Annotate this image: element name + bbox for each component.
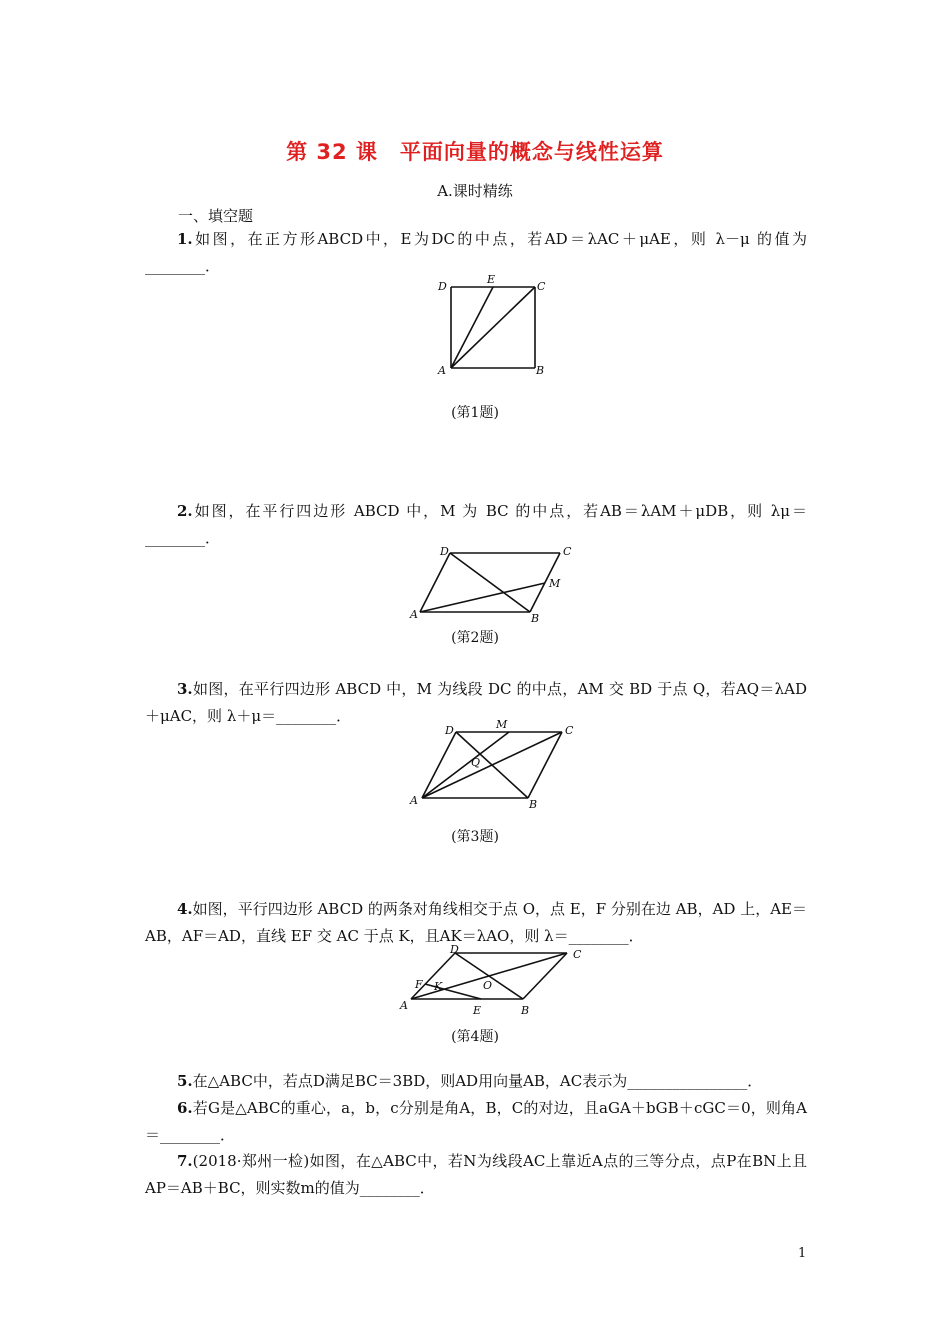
segment-ae bbox=[451, 287, 493, 368]
label-e: E bbox=[487, 273, 496, 286]
label-m: M bbox=[549, 577, 561, 590]
problem-text: 如图，在正方形ABCD中，E为DC的中点，若AD＝λAC＋μAE，则 λ－μ 的值为________． bbox=[145, 230, 807, 275]
problem-5 bbox=[145, 1068, 807, 1095]
label-e: E bbox=[473, 1004, 482, 1017]
problem-number: 6. bbox=[177, 1099, 193, 1117]
label-d: D bbox=[440, 545, 449, 558]
label-f: F bbox=[415, 978, 423, 991]
problem-number: 3. bbox=[177, 680, 193, 698]
label-d: D bbox=[445, 724, 454, 737]
label-d: D bbox=[438, 280, 447, 293]
label-c: C bbox=[565, 724, 574, 737]
label-b: B bbox=[529, 798, 538, 811]
caption-3: (第3题) bbox=[451, 829, 499, 845]
problem-4 bbox=[145, 896, 807, 950]
label-d: D bbox=[450, 943, 459, 956]
label-b: B bbox=[536, 364, 545, 377]
diagonal-db bbox=[455, 953, 523, 999]
page-title: 第 32 课 平面向量的概念与线性运算 bbox=[286, 140, 664, 164]
segment-am bbox=[420, 583, 545, 612]
problem-number: 7. bbox=[177, 1152, 193, 1170]
label-a: A bbox=[400, 999, 408, 1012]
segment-am bbox=[422, 732, 509, 798]
subtitle: A.课时精练 bbox=[437, 182, 513, 200]
problem-text: 如图，在平行四边形 ABCD 中，M 为 BC 的中点，若AB＝λAM＋μDB，则 λμ＝________． bbox=[145, 502, 807, 547]
label-k: K bbox=[434, 980, 443, 993]
caption-4: (第4题) bbox=[451, 1029, 499, 1045]
problem-6 bbox=[145, 1095, 807, 1149]
side-bc bbox=[528, 732, 562, 798]
label-b: B bbox=[521, 1004, 530, 1017]
problem-text: 如图，在平行四边形 ABCD 中，M 为线段 DC 的中点，AM 交 BD 于点 Q，若AQ＝λAD＋μAC，则 λ＋μ＝________． bbox=[145, 680, 807, 725]
figure-1-square bbox=[430, 270, 560, 380]
figure-2-parallelogram bbox=[400, 540, 590, 625]
label-c: C bbox=[573, 948, 582, 961]
caption-1: (第1题) bbox=[451, 405, 499, 421]
label-c: C bbox=[563, 545, 572, 558]
figure-3-parallelogram bbox=[400, 716, 590, 811]
problem-text: 如图，平行四边形 ABCD 的两条对角线相交于点 O，点 E，F 分别在边 AB，AD 上，AE＝AB，AF＝AD，直线 EF 交 AC 于点 K，且AK＝λAO，则 λ＝________． bbox=[145, 900, 807, 945]
label-c: C bbox=[537, 280, 546, 293]
side-da bbox=[422, 732, 456, 798]
section-heading: 一、填空题 bbox=[178, 207, 254, 225]
problem-text: 在△ABC中，若点D满足BC＝3BD，则AD用向量AB，AC表示为________________． bbox=[192, 1072, 763, 1090]
diagonal-db bbox=[450, 553, 530, 612]
label-q: Q bbox=[471, 756, 481, 769]
page-number: 1 bbox=[798, 1246, 807, 1261]
problem-number: 4. bbox=[177, 900, 193, 918]
problem-text: 若G是△ABC的重心，a，b，c分别是角A，B，C的对边，且aGA＋bGB＋cGC＝0，则角A＝________． bbox=[145, 1099, 807, 1144]
figure-4-parallelogram bbox=[395, 944, 595, 1024]
label-o: O bbox=[483, 979, 493, 992]
problem-number: 1. bbox=[177, 230, 193, 248]
label-a: A bbox=[410, 608, 418, 621]
problem-number: 5. bbox=[177, 1072, 193, 1090]
side-da bbox=[420, 553, 450, 612]
label-m: M bbox=[496, 718, 508, 731]
problem-number: 2. bbox=[177, 502, 193, 520]
diagonal-ac bbox=[451, 287, 535, 368]
label-a: A bbox=[410, 794, 418, 807]
caption-2: (第2题) bbox=[451, 630, 499, 646]
problem-text: (2018·郑州一检)如图，在△ABC中，若N为线段AC上靠近A点的三等分点，点P在BN上且AP＝AB＋BC，则实数m的值为________． bbox=[145, 1152, 807, 1197]
label-a: A bbox=[438, 364, 446, 377]
label-b: B bbox=[531, 612, 540, 625]
problem-7 bbox=[145, 1148, 807, 1202]
